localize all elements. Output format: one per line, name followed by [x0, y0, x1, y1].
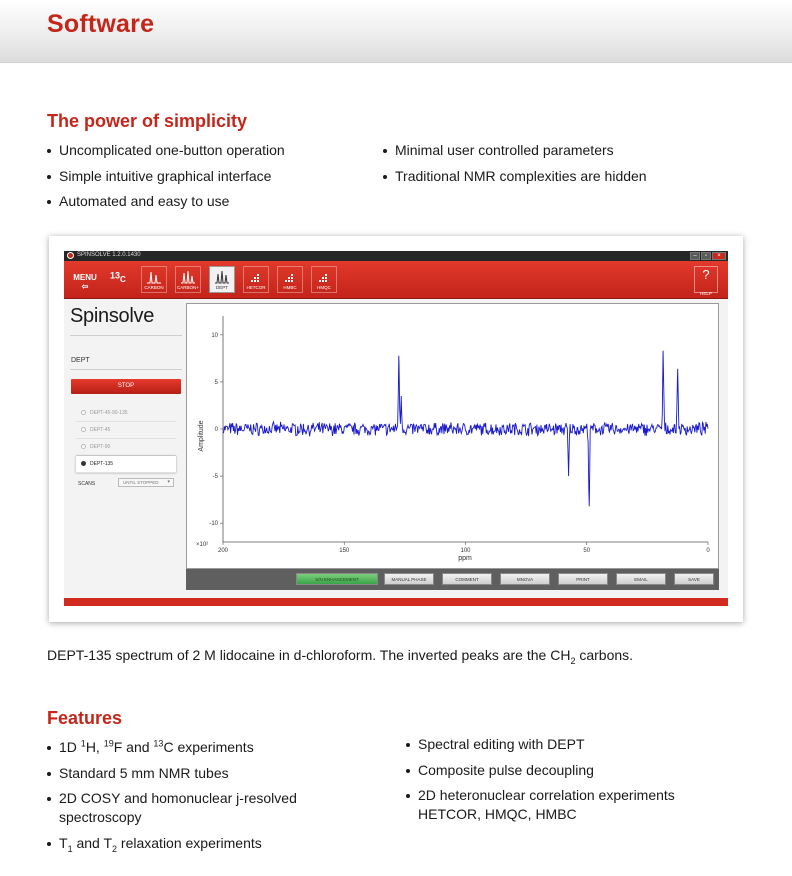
list-item: $T_1$ and $T_2$ relaxation experiments: [47, 831, 297, 857]
list-item: 2D COSY and homonuclear j-resolved spectroscopy: [47, 789, 297, 827]
y-tick-label: -10: [209, 521, 218, 528]
list-item: Spectral editing with DEPT: [406, 732, 675, 758]
grid-icon: [282, 270, 298, 284]
list-item: Traditional NMR complexities are hidden: [383, 164, 647, 190]
spectrum-series-line: [223, 351, 708, 506]
pulse-option-label: DEPT-45: [90, 427, 111, 433]
list-item: Composite pulse decoupling: [406, 758, 675, 784]
tool-carbon-plus[interactable]: [175, 266, 201, 293]
scans-label: SCANS: [78, 481, 96, 487]
maximize-button[interactable]: ▫: [701, 252, 711, 260]
caption-tail: carbons.: [575, 647, 634, 663]
email-button[interactable]: EMAIL: [616, 573, 666, 585]
tool-label: CARBON+: [177, 285, 199, 290]
y-scale-label: ×10²: [196, 542, 209, 548]
sn-enhancement-button[interactable]: S/N ENHANCEMENT: [296, 573, 378, 585]
comment-button[interactable]: COMMENT: [442, 573, 492, 585]
scans-select[interactable]: [118, 478, 174, 487]
pulse-option[interactable]: [76, 405, 176, 422]
list-item: Minimal user controlled parameters: [383, 138, 647, 164]
spectrum-icon: [146, 270, 162, 284]
spectrum-chart: [187, 304, 718, 568]
page-title: Software: [47, 10, 155, 38]
radio-icon: [81, 444, 86, 449]
close-button[interactable]: ×: [712, 252, 726, 260]
power-list-right: [383, 138, 647, 189]
bottom-action-bar: [186, 569, 719, 590]
divider: [70, 335, 182, 336]
tool-label: HETCOR: [246, 285, 266, 290]
x-axis-label: ppm: [458, 555, 472, 562]
pulse-option-label: DEPT-45-90-135: [90, 410, 128, 416]
pulse-option-selected[interactable]: [76, 456, 176, 473]
tool-hmqc[interactable]: [311, 266, 337, 293]
menu-button[interactable]: [70, 273, 100, 291]
tool-label: HMQC: [317, 285, 331, 290]
app-window: [64, 251, 728, 606]
pulse-option-label: DEPT-135: [90, 461, 114, 467]
brand-logo: Spinsolve: [70, 305, 155, 327]
x-tick-label: 100: [460, 548, 471, 554]
window-titlebar: [64, 251, 728, 261]
radio-selected-icon: [81, 461, 86, 466]
tool-dept[interactable]: [209, 266, 235, 293]
y-axis-label: Amplitude: [198, 420, 205, 452]
spectrum-icon: [214, 270, 230, 284]
spectrum-plot: [186, 303, 719, 569]
tool-hetcor[interactable]: [243, 266, 269, 293]
y-tick-label: 10: [211, 332, 218, 339]
red-footer-bar: [64, 598, 728, 606]
minimize-button[interactable]: –: [690, 252, 700, 260]
window-title: SPINSOLVE 1.2.0.1430: [77, 252, 141, 258]
toolbar: [64, 261, 728, 299]
y-tick-label: 5: [214, 379, 218, 386]
spectrum-icon: [180, 270, 196, 284]
tool-label: DEPT: [215, 285, 228, 290]
question-icon: ?: [702, 267, 710, 282]
grid-icon: [248, 270, 264, 284]
features-list-right: [406, 732, 675, 828]
figure-caption: [47, 647, 634, 666]
y-tick-label: -5: [212, 474, 218, 481]
power-list-left: [47, 138, 285, 215]
caption-text: DEPT-135 spectrum of 2 M lidocaine in d-chloroform. The inverted peaks are the CH: [47, 647, 571, 663]
list-item: Automated and easy to use: [47, 189, 285, 215]
tool-label: HMBC: [283, 285, 297, 290]
software-screenshot: [49, 236, 743, 622]
print-button[interactable]: PRINT: [558, 573, 608, 585]
experiment-label: DEPT: [71, 357, 90, 364]
pulse-option[interactable]: [76, 439, 176, 456]
pulse-sequence-list: [76, 405, 176, 473]
features-list-left: [47, 735, 297, 857]
y-tick-label: 0: [214, 427, 218, 433]
tool-hmbc[interactable]: [277, 266, 303, 293]
caption-subscript: 2: [570, 655, 576, 666]
list-item: 1D $^1$H, $^{19}$F and $^{13}$C experiments: [47, 735, 297, 761]
help-label: HELP: [700, 291, 712, 296]
x-tick-label: 50: [583, 548, 591, 554]
chevron-down-icon: ▾: [167, 479, 170, 485]
nucleus-mass: 13: [110, 270, 121, 281]
power-heading: The power of simplicity: [47, 111, 248, 131]
menu-label: MENU: [73, 273, 97, 282]
list-item: Simple intuitive graphical interface: [47, 164, 285, 190]
list-item: 2D heteronuclear correlation experiments HETCOR, HMQC, HMBC: [406, 786, 675, 824]
radio-icon: [81, 427, 86, 432]
help-button[interactable]: [694, 266, 718, 296]
x-tick-label: 0: [706, 548, 710, 554]
mnova-button[interactable]: MNOVA: [500, 573, 550, 585]
pulse-option[interactable]: [76, 422, 176, 439]
pulse-option-label: DEPT-90: [90, 444, 111, 450]
tool-carbon[interactable]: [141, 266, 167, 293]
app-logo-icon: [67, 252, 74, 259]
window-controls: [690, 252, 726, 260]
features-heading: Features: [47, 708, 123, 728]
grid-icon: [316, 270, 332, 284]
x-tick-label: 200: [217, 548, 229, 554]
menu-arrow-icon: ⇦: [81, 282, 89, 291]
save-button[interactable]: SAVE: [674, 573, 714, 585]
left-panel: [64, 299, 186, 599]
scans-value: UNTIL STOPPED: [123, 480, 159, 485]
radio-icon: [81, 410, 86, 415]
x-tick-label: 150: [339, 548, 350, 554]
tool-label: CARBON: [144, 285, 164, 290]
divider: [70, 369, 182, 370]
list-item: Standard 5 mm NMR tubes: [47, 761, 297, 787]
manual-phase-button[interactable]: MANUAL PHASE: [384, 573, 434, 585]
stop-button[interactable]: STOP: [71, 379, 181, 394]
nucleus-label: $^{13}$C: [110, 270, 126, 284]
list-item: Uncomplicated one-button operation: [47, 138, 285, 164]
